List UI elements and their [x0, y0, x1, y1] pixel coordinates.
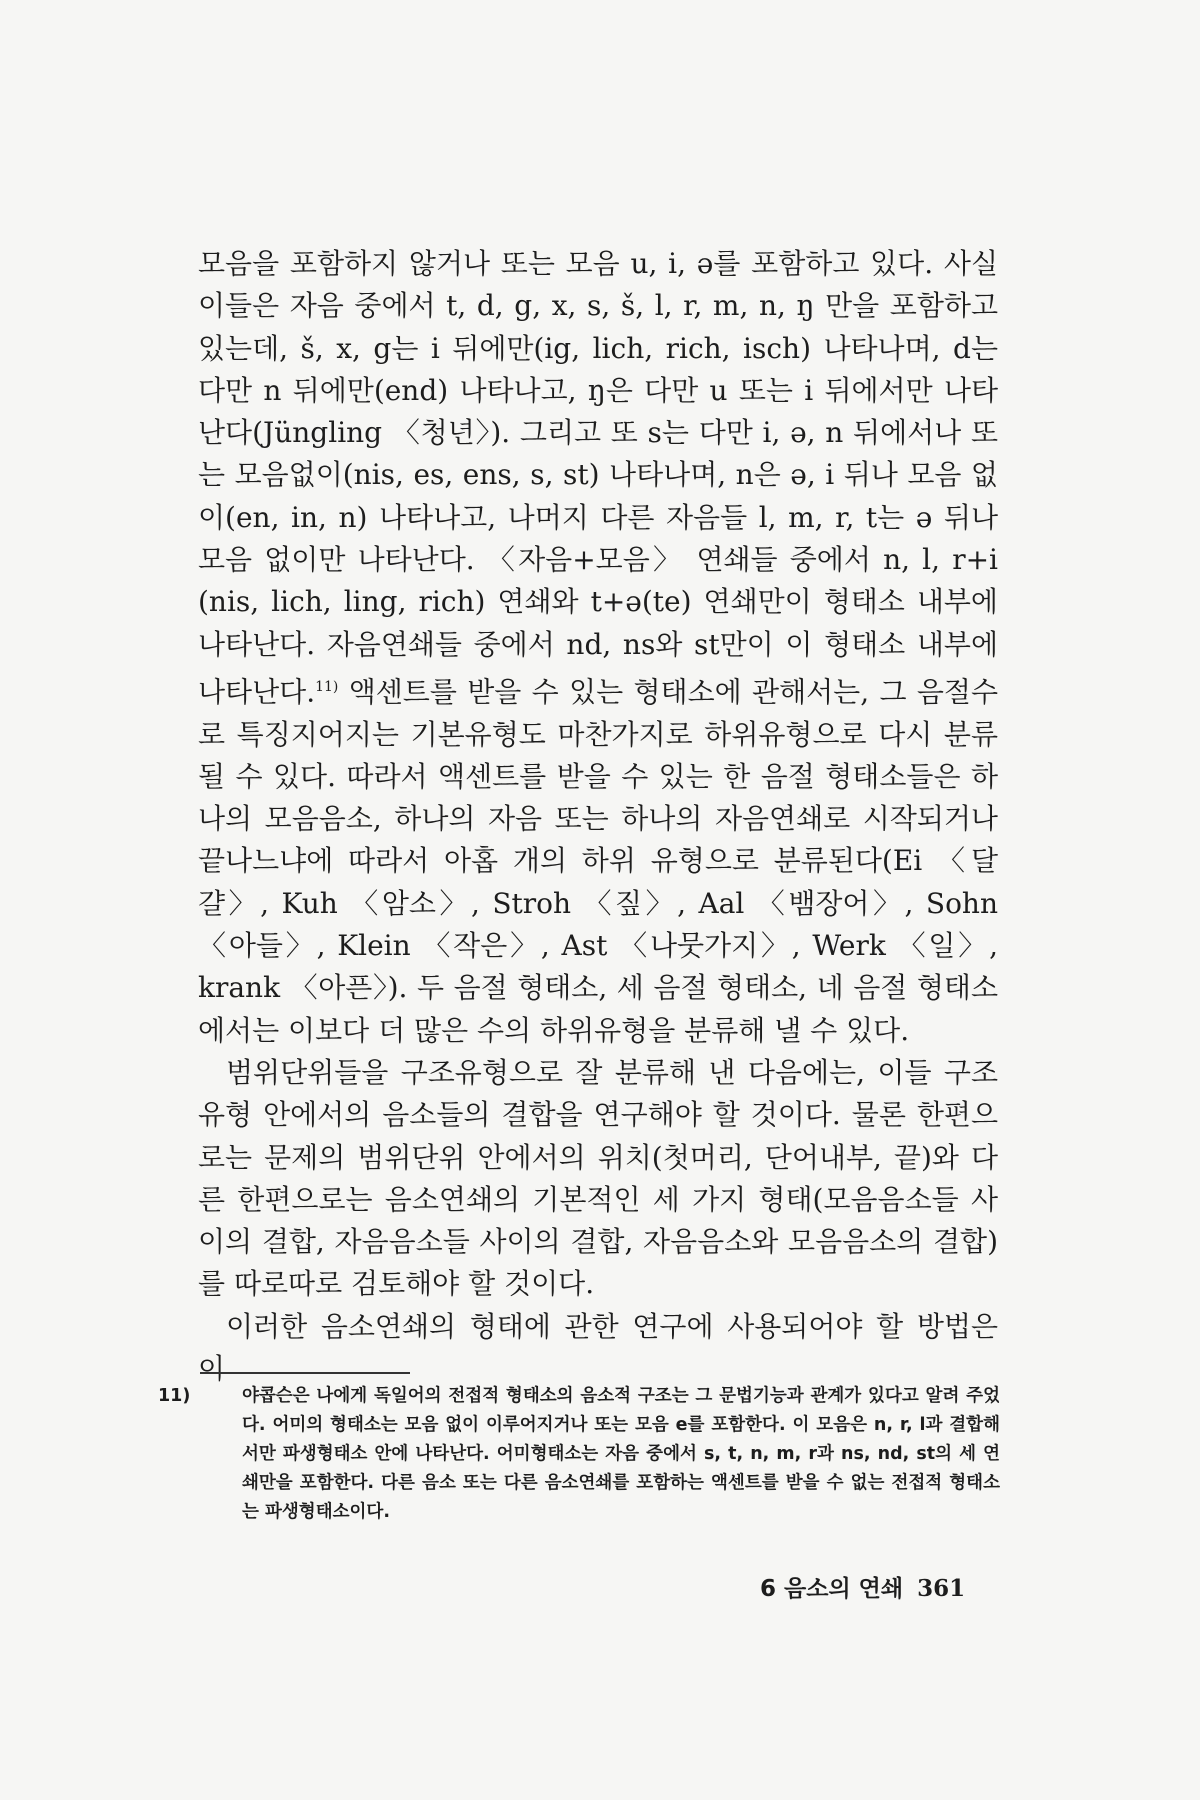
chapter-title: 6 음소의 연쇄 — [760, 1576, 904, 1602]
paragraph-1-continuation: 액센트를 받을 수 있는 형태소에 관해서는, 그 음절수로 특징지어지는 기본유형도 마찬가지로 하위유형으로 다시 분류될 수 있다. 따라서 액센트를 받을 수 있는 한 음절 형태소들은 하나의 모음음소, 하나의 자음 또는 하나의 자음연쇄로 시작되거나 끝나느냐에 따라서 아홉 개의 하위 유형으로 분류된다(Ei 〈달걀〉, Kuh 〈암소〉, Stroh 〈짚〉, Aal 〈뱀장어〉, Sohn 〈아들〉, Klein 〈작은〉, Ast 〈나뭇가지〉, Werk 〈일〉, krank 〈아픈〉). 두 음절 형태소, 세 음절 형태소, 네 음절 형태소에서는 이보다 더 많은 수의 하위유형을 분류해 낼 수 있다. — [198, 675, 998, 1047]
footnote — [158, 1382, 1000, 1527]
footnote-body — [158, 1382, 1000, 1527]
paragraph-2: 범위단위들을 구조유형으로 잘 분류해 낸 다음에는, 이들 구조유형 안에서의 음소들의 결합을 연구해야 할 것이다. 물론 한편으로는 문제의 범위단위 안에서의 위치(첫머리, 단어내부, 끝)와 다른 한편으로는 음소연쇄의 기본적인 세 가지 형태(모음음소들 사이의 결합, 자음음소들 사이의 결합, 자음음소와 모음음소의 결합)를 따로따로 검토해야 할 것이다. — [198, 1055, 998, 1301]
footnote-divider — [200, 1372, 410, 1374]
paragraph-1 — [198, 243, 998, 1052]
page-footer — [760, 1570, 965, 1603]
footnote-number: 11) — [158, 1386, 191, 1406]
paragraph-1-text: 모음을 포함하지 않거나 또는 모음 u, i, ə를 포함하고 있다. 사실 이들은 자음 중에서 t, d, g, x, s, š, l, r, m, n, ŋ 만을 포함하고 있는데, š, x, g는 i 뒤에만(ig, lich, rich, isch) 나타나며, d는 다만 n 뒤에만(end) 나타나고, ŋ은 다만 u 또는 i 뒤에서만 나타난다(Jüngling 〈청년〉). 그리고 또 s는 다만 i, ə, n 뒤에서나 또는 모음없이(nis, es, ens, s, st) 나타나며, n은 ə, i 뒤나 모음 없이(en, in, n) 나타나고, 나머지 다른 자음들 l, m, r, t는 ə 뒤나 모음 없이만 나타난다. 〈자음+모음〉 연쇄들 중에서 n, l, r+i (nis, lich, ling, rich) 연쇄와 t+ə(te) 연쇄만이 형태소 내부에 나타난다. 자음연쇄들 중에서 nd, ns와 st만이 이 형태소 내부에 나타난다. — [198, 247, 998, 709]
footnote-text: 야콥슨은 나에게 독일어의 전접적 형태소의 음소적 구조는 그 문법기능과 관계가 있다고 알려 주었다. 어미의 형태소는 모음 없이 이루어지거나 또는 모음 e를 포함한다. 이 모음은 n, r, l과 결합해서만 파생형태소 안에 나타난다. 어미형태소는 자음 중에서 s, t, n, m, r과 ns, nd, st의 세 연쇄만을 포함한다. 다른 음소 또는 다른 음소연쇄를 포함하는 액센트를 받을 수 없는 전접적 형태소는 파생형태소이다. — [242, 1386, 1000, 1522]
paragraph-3: 이러한 음소연쇄의 형태에 관한 연구에 사용되어야 할 방법은 이 — [198, 1309, 998, 1386]
page-number: 361 — [917, 1575, 966, 1602]
main-text — [198, 243, 998, 1390]
footnote-reference[interactable]: 11) — [315, 678, 339, 695]
